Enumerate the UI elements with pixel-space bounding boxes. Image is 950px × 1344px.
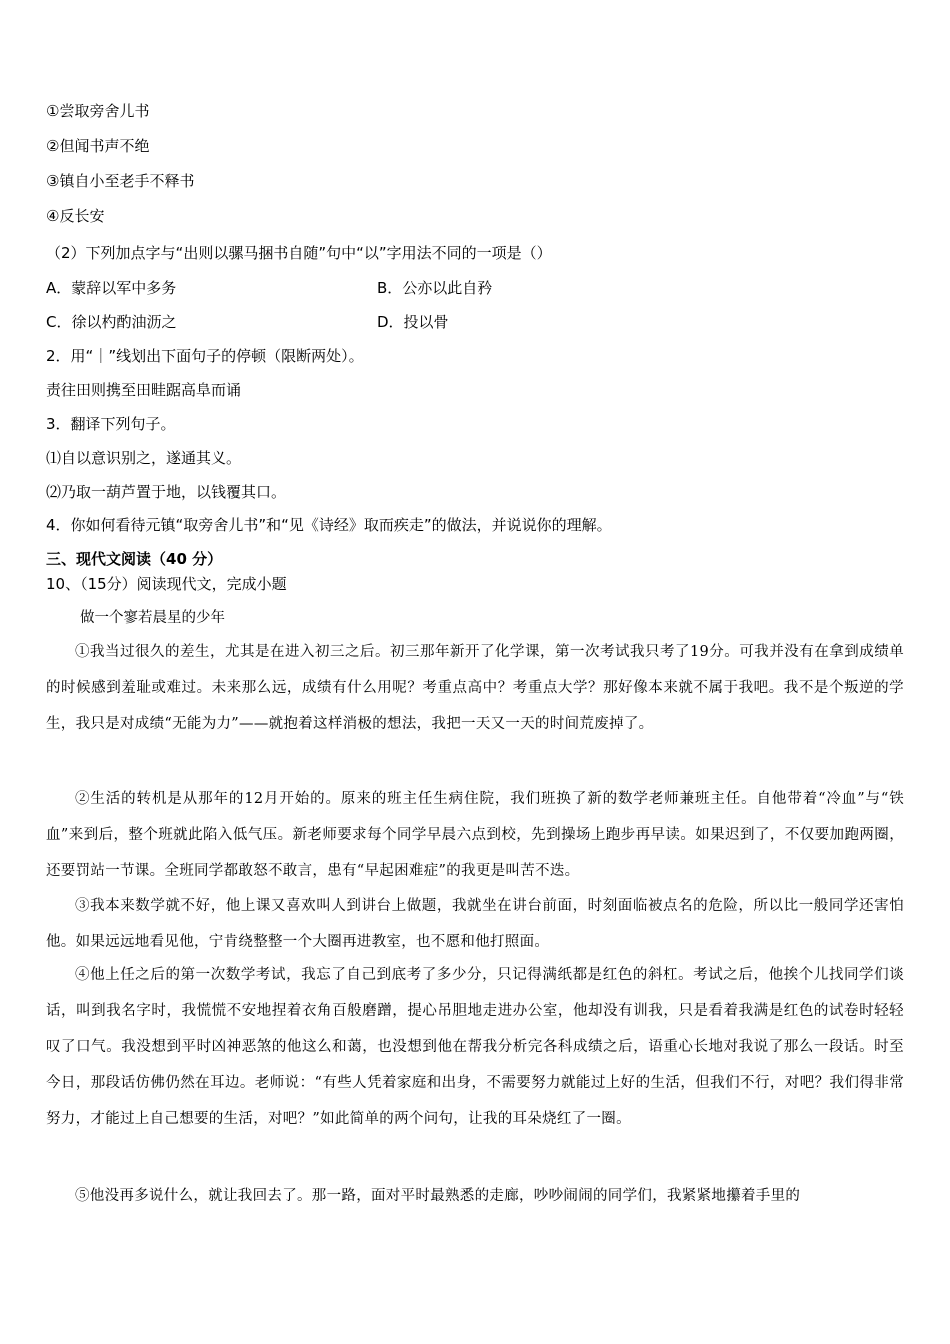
option-item-3: ③镇自小至老手不释书 (46, 172, 195, 190)
question-2-pause: 2．用“｜”线划出下面句子的停顿（限断两处）。 (46, 347, 364, 365)
option-item-2: ②但闻书声不绝 (46, 137, 150, 155)
question-10: 10、（15分）阅读现代文，完成小题 (46, 575, 287, 593)
pause-sentence: 责往田则携至田畦踞高阜而诵 (46, 381, 242, 399)
choice-b: B．公亦以此自矜 (377, 279, 493, 297)
choice-c: C．徐以杓酌油沥之 (46, 313, 177, 331)
article-title: 做一个寥若晨星的少年 (80, 610, 225, 626)
paragraph-4: ④他上任之后的第一次数学考试，我忘了自己到底考了多少分，只记得满纸都是红色的斜杠。考试之后，他挨个儿找同学们谈话，叫到我名字时，我慌慌不安地捏着衣角百般磨蹭，提心吊胆地走进办公室，他却没有训我，只是看着我满是红色的试卷时轻轻叹了口气。我没想到平时凶神恶煞的他这么和蔼，也没想到他在帮我分析完各科成绩之后，语重心长地对我说了那么一段话。时至今日，那段话仿佛仍然在耳边。老师说：“有些人凭着家庭和出身，不需要努力就能过上好的生活，但我们不行，对吧？我们得非常努力，才能过上自己想要的生活，对吧？”如此简单的两个问句，让我的耳朵烧红了一圈。 (46, 967, 904, 1127)
question-3: 3．翻译下列句子。 (46, 415, 176, 433)
option-item-4: ④反长安 (46, 207, 105, 225)
choice-d: D．投以骨 (377, 313, 449, 331)
option-item-1: ①尝取旁舍儿书 (46, 102, 150, 120)
translate-sentence-1: ⑴自以意识别之，遂通其义。 (46, 449, 242, 467)
translate-sentence-2: ⑵乃取一葫芦置于地，以钱覆其口。 (46, 483, 287, 501)
paragraph-1: ①我当过很久的差生，尤其是在进入初三之后。初三那年新开了化学课，第一次考试我只考了19分。可我并没有在拿到成绩单的时候感到羞耻或难过。未来那么远，成绩有什么用呢？考重点高中？考重点大学？那好像本来就不属于我吧。我不是个叛逆的学生，我只是对成绩“无能为力”——就抱着这样消极的想法，我把一天又一天的时间荒废掉了。 (46, 644, 904, 732)
section-heading: 三、现代文阅读（40 分） (46, 550, 223, 568)
paragraph-5: ⑤他没再多说什么，就让我回去了。那一路，面对平时最熟悉的走廊，吵吵闹闹的同学们，我紧紧地攥着手里的 (75, 1188, 801, 1204)
paragraph-3: ③我本来数学就不好，他上课又喜欢叫人到讲台上做题，我就坐在讲台前面，时刻面临被点名的危险，所以比一般同学还害怕他。如果远远地看见他，宁肯绕整整一个大圈再进教室，也不愿和他打照面。 (46, 898, 904, 950)
question-2-stem: （2）下列加点字与“出则以骡马捆书自随”句中“以”字用法不同的一项是（） (46, 244, 552, 262)
question-4: 4．你如何看待元镇“取旁舍儿书”和“见《诗经》取而疾走”的做法，并说说你的理解。 (46, 516, 612, 534)
paragraph-2: ②生活的转机是从那年的12月开始的。原来的班主任生病住院，我们班换了新的数学老师兼班主任。自他带着“冷血”与“铁血”来到后，整个班就此陷入低气压。新老师要求每个同学早晨六点到校，先到操场上跑步再早读。如果迟到了，不仅要加跑两圈，还要罚站一节课。全班同学都敢怒不敢言，患有“早起困难症”的我更是叫苦不迭。 (46, 791, 904, 879)
choice-a: A．蒙辞以军中多务 (46, 279, 177, 297)
